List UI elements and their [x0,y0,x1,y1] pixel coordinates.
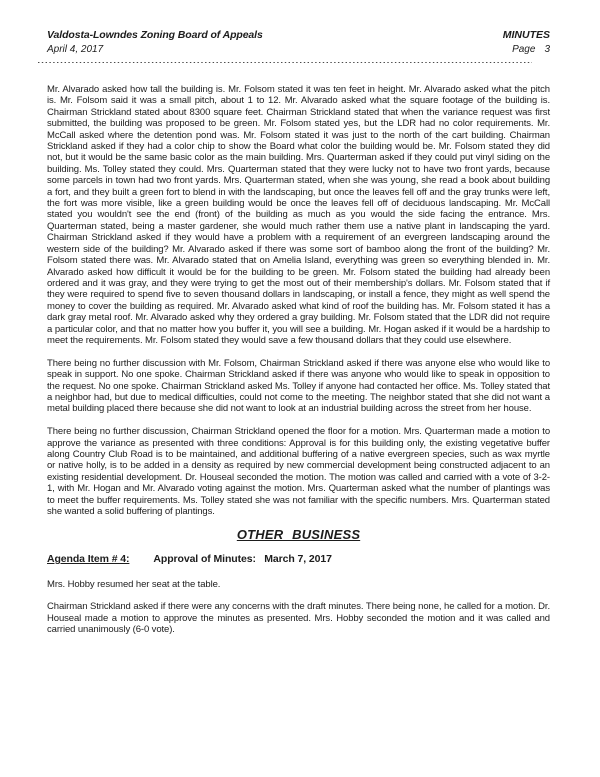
document-header [47,29,550,55]
paragraph-public-comment: There being no further discussion with Mr. Folsom, Chairman Strickland asked if there was anyone else who would like to speak in support. No one spoke. Chairman Strickland asked if there was anyone who would like to speak in opposition to the request. No one spoke. Chairman Strickland asked Ms. Tolley if anyone had contacted her office. Ms. Tolley stated that a neighbor had, but due to medical difficulties, could not come to the meeting. The neighbor stated that she did not want a metal building placed there because she did not want to look at an industrial building across the street from her house. [47,357,550,415]
header-left [47,29,263,55]
page-number-line [503,44,550,55]
other-business-heading: OTHER BUSINESS [236,526,361,542]
header-right [503,29,550,55]
page-number: 3 [544,44,550,55]
paragraph-minutes-approval: Chairman Strickland asked if there were any concerns with the draft minutes. There being none, he called for a motion. Dr. Houseal made a motion to approve the minutes as presented. Mrs. Hobby seconded the motion and it was called and carried unanimously (6-0 vote). [47,601,550,636]
page-word: Page [512,44,536,55]
agenda-item-label: Agenda Item # 4: [47,553,130,566]
paragraph-building-discussion: Mr. Alvarado asked how tall the building is. Mr. Folsom stated it was ten feet in height. Mr. Alvarado asked what the pitch is. Mr. Folsom said it was a small pitch, about 1 to 12. Mr. Alvarado asked what the square footage of the building is. Chairman Strickland stated about 8300 square feet. Chairman Strickland stated that when the variance request was first submitted, the building was proposed to be green. Mr. Folsom stated yes, but the LDR had no color requirements. Mr. McCall asked where the detention pond was. Mr. Folsom stated it was just to the north of the cart building. Chairman Strickland asked if they had a color chip to show the Board what color the building would be. Mr. Folsom stated they did not, but it would be the same basic color as the main building. Mrs. Quarterman asked if they could put vinyl siding on the building. Ms. Tolley stated they could. Mrs. Quarterman stated that they were lucky not to have two front yards, because some parcels in town had two front yards. Mrs. Quarterman stated, when she was young, she read a book about building a fort, and they built a green fort to blend in with the landscaping, but once the leaves fell off and the gray trunks were left, the fort was more visible, like a green building would be once the leaves fell off of deciduous landscaping. Mr. McCall stated you wouldn't see the end (front) of the building as much as you would the side facing the entrance. Mrs. Quarterman stated, being a master gardener, she would much rather them use a native plant in landscaping the yard. Chairman Strickland asked if they would have a problem with a requirement of an evergreen landscaping around the western side of the building? Mr. Alvarado asked if there was some sort of bamboo along the front of the building? Mr. Folsom stated there was. Mr. Alvarado stated that on Amelia Island, everything was green so everything blended in. Mr. Alvarado asked how difficult it would be for the building to be green. Mr. Folsom stated the building had already been ordered and it was gray, and they were trying to get the most out of their membership's dollars. Mr. Folsom stated that if they were required to spend five to seven thousand dollars in landscaping, or install a fence, they might as well spend the money to cover the building as required. Mr. Alvarado asked what kind of roof the building has. Mr. Folsom stated it has a dark gray metal roof. Mr. Alvarado asked why they ordered a gray building. Mr. Folsom stated that the LDR did not require a particular color, and that no matter how you buffer it, you will see a building. Mr. Hogan asked if it would be a hardship to meet the requirements. Mr. Folsom stated they would save a few thousand dollars that they could use elsewhere. [47,84,550,346]
meeting-date: April 4, 2017 [47,44,104,55]
document-body [47,84,550,647]
paragraph-hobby-seat: Mrs. Hobby resumed her seat at the table. [47,578,221,590]
paragraph-motion-vote: There being no further discussion, Chairman Strickland opened the floor for a motion. Mrs. Quarterman made a motion to approve the variance as presented with three conditions: Approval is for this building only, the existing vegetative buffer along Country Club Road is to be maintained, and additional buffering of a native evergreen species, such as wax myrtle or native holly, is to be added in a density as required by new commercial development being constructed adjacent to an existing residential development. Dr. Houseal seconded the motion. The motion was called and carried with a vote of 3-2-1, with Mr. Hogan and Mr. Alvarado voting against the motion. Mrs. Quarterman asked what the number of plantings was to meet the buffer requirements. Ms. Tolley stated she was not familiar with the specific numbers. Mrs. Quarterman stated she wanted a solid buffering of plantings. [47,426,550,517]
organization-title: Valdosta-Lowndes Zoning Board of Appeals [47,29,263,41]
agenda-item-title: Approval of Minutes: March 7, 2017 [153,553,332,566]
dotted-divider [38,62,532,64]
document-type-label: MINUTES [502,29,550,41]
agenda-item-line [47,554,550,565]
